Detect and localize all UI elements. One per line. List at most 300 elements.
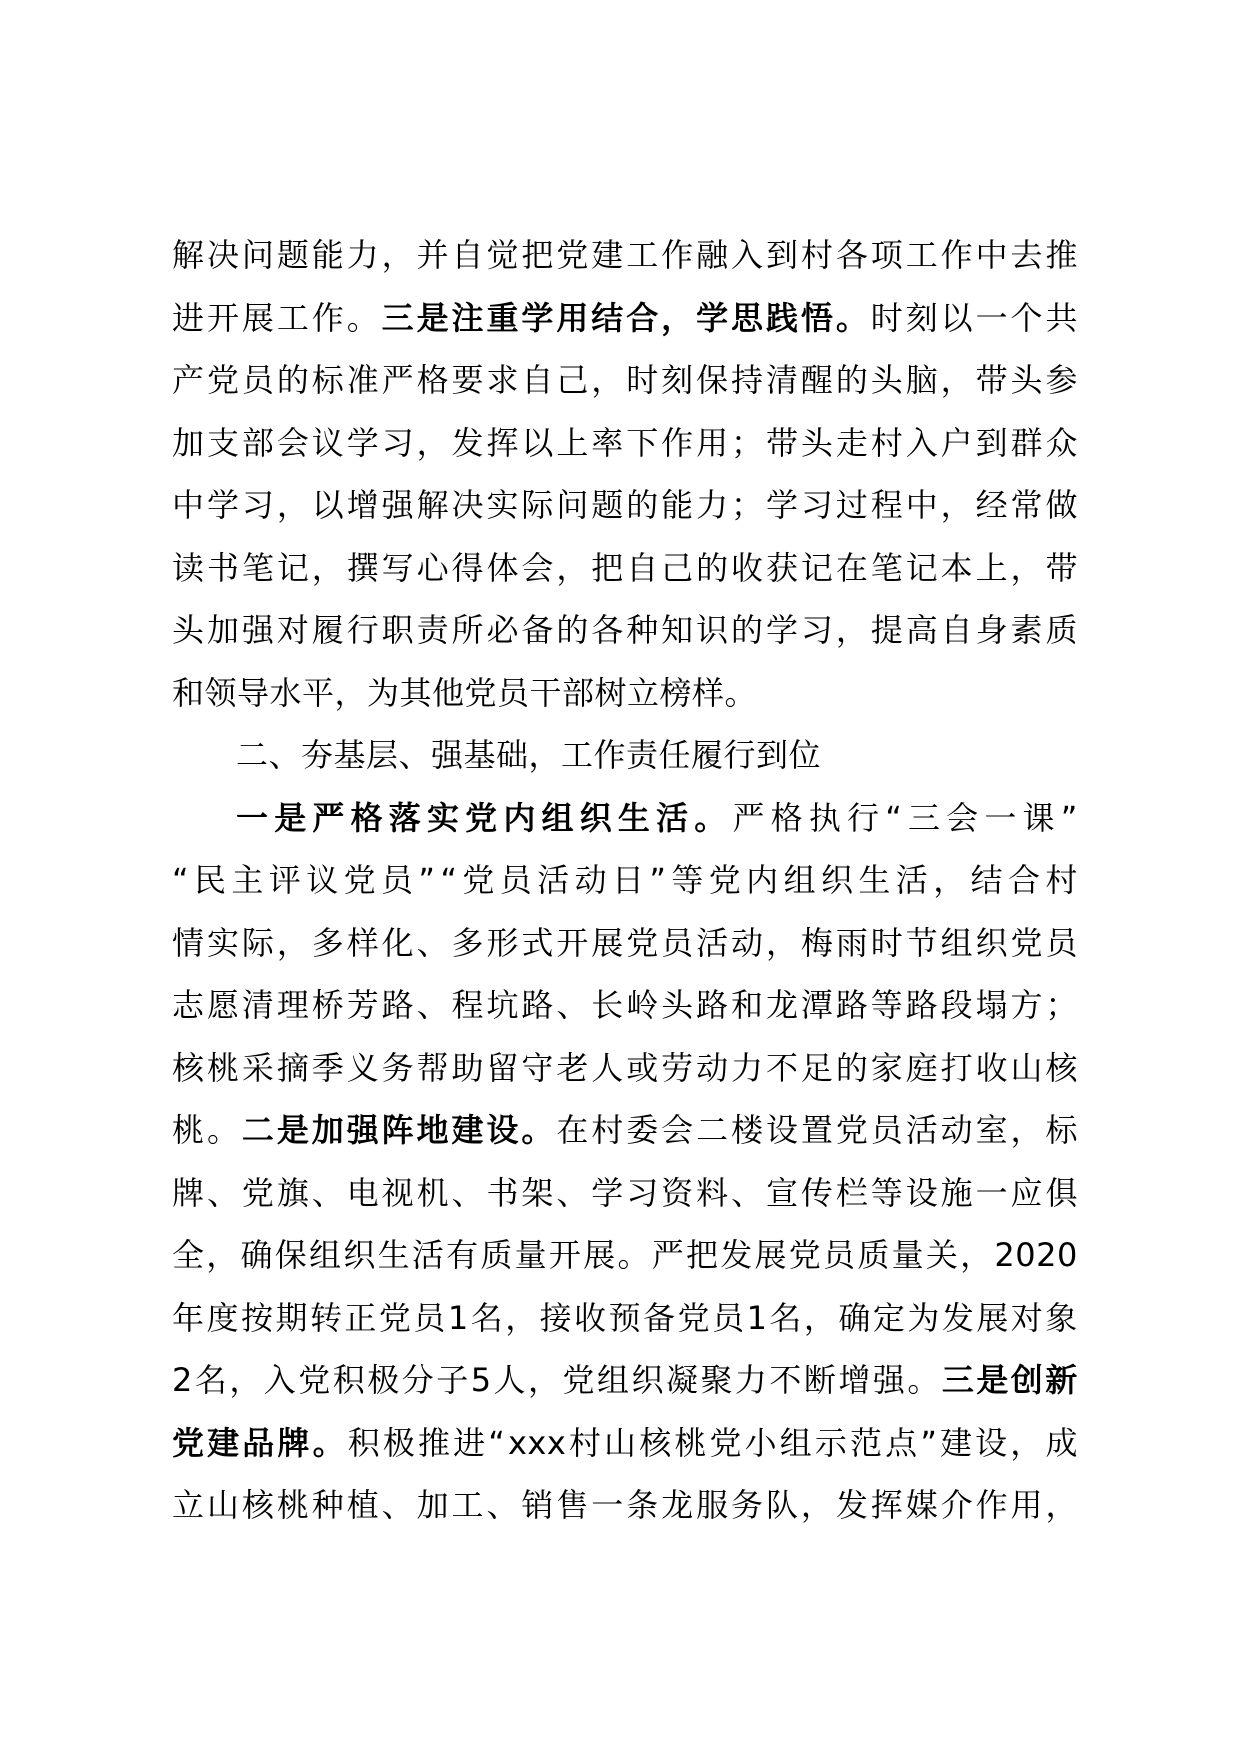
bold-text: 用 bbox=[556, 298, 589, 337]
text-char: 过 bbox=[835, 486, 869, 524]
text-char: 身 bbox=[975, 611, 1009, 649]
text-char: 情 bbox=[172, 923, 205, 962]
text-char: 中 bbox=[905, 486, 939, 524]
text-char: 学 bbox=[765, 611, 799, 649]
text-char: 置 bbox=[800, 1111, 834, 1149]
text-char: 标 bbox=[311, 361, 345, 399]
text-char: 质 bbox=[1045, 611, 1078, 649]
text-char: 立 bbox=[172, 1486, 205, 1524]
text-char: 题 bbox=[276, 236, 310, 274]
text-char: 格 bbox=[770, 798, 804, 837]
text-char: 核 bbox=[639, 1423, 672, 1462]
text-char: 脑 bbox=[905, 361, 939, 399]
bold-text: 。 bbox=[835, 298, 869, 337]
text-char: 助 bbox=[451, 1048, 485, 1087]
text-char: 习 bbox=[800, 611, 834, 649]
text-char: ， bbox=[765, 923, 799, 962]
text-char: 增 bbox=[346, 486, 380, 524]
text-char: 得 bbox=[451, 548, 485, 587]
text-char: 党 bbox=[378, 1298, 412, 1337]
text-char: 党 bbox=[788, 1236, 822, 1274]
text-char: 村 bbox=[1045, 861, 1078, 899]
text-char: 架 bbox=[521, 1173, 554, 1212]
bold-text: 活 bbox=[656, 798, 689, 837]
text-char: 实 bbox=[206, 923, 240, 962]
text-char: 加 bbox=[416, 1486, 450, 1524]
text-char: 按 bbox=[240, 1298, 274, 1337]
text-char: 履 bbox=[311, 611, 345, 649]
text-char: ， bbox=[528, 1361, 561, 1399]
text-char: 等 bbox=[671, 861, 704, 899]
text-char: 活 bbox=[895, 861, 929, 899]
text-char: 员 bbox=[499, 861, 533, 899]
text-char: 各 bbox=[591, 611, 624, 649]
text-char: 路 bbox=[381, 986, 415, 1024]
text-char: 上 bbox=[556, 423, 589, 462]
text-char: 对 bbox=[1010, 1298, 1044, 1337]
text-char: 自 bbox=[451, 236, 485, 274]
text-char: 展 bbox=[583, 1236, 616, 1274]
text-char: 一 bbox=[975, 298, 1009, 337]
text-char: 强 bbox=[241, 611, 275, 649]
text-char: 织 bbox=[343, 1236, 376, 1274]
text-char: 的 bbox=[556, 611, 589, 649]
bold-text: 三 bbox=[941, 1361, 975, 1399]
text-char: 并 bbox=[416, 236, 450, 274]
text-char: 。 bbox=[617, 1236, 650, 1274]
text-char: 群 bbox=[1010, 423, 1044, 462]
text-char: 共 bbox=[1045, 298, 1078, 337]
text-char: ， bbox=[505, 1298, 538, 1337]
text-char: 雨 bbox=[835, 923, 869, 962]
text-char: 桃 bbox=[172, 1111, 205, 1149]
text-char: 等 bbox=[870, 1173, 904, 1212]
bold-text: 阵 bbox=[381, 1111, 415, 1149]
text-line bbox=[172, 537, 1078, 600]
bold-text: 严 bbox=[312, 798, 345, 837]
text-char: 学 bbox=[591, 1173, 624, 1212]
text-char: 2020 bbox=[994, 1236, 1078, 1274]
text-char: 部 bbox=[241, 423, 275, 462]
text-char: ， bbox=[940, 361, 974, 399]
text-char: 上 bbox=[975, 548, 1009, 587]
text-char: 做 bbox=[1045, 486, 1078, 524]
text-char: 多 bbox=[311, 923, 345, 962]
text-char: 关 bbox=[925, 1236, 959, 1274]
text-char: 点 bbox=[885, 1423, 918, 1462]
text-char: 员 bbox=[241, 361, 275, 399]
text-char: 留 bbox=[486, 1048, 519, 1087]
text-char: 会 bbox=[661, 1111, 694, 1149]
text-char: 1 bbox=[447, 1298, 469, 1337]
text-line bbox=[172, 1349, 1078, 1412]
text-char: 员 bbox=[1045, 923, 1078, 962]
text-char: 展 bbox=[754, 1236, 788, 1274]
text-char: 的 bbox=[731, 611, 764, 649]
text-char: 严 bbox=[651, 1236, 685, 1274]
text-char: 样 bbox=[346, 923, 380, 962]
text-char: 打 bbox=[940, 1048, 974, 1087]
text-char: 进 bbox=[453, 1423, 486, 1462]
text-char: 自 bbox=[940, 611, 974, 649]
text-char: 和 bbox=[731, 986, 764, 1024]
text-char: ， bbox=[1010, 1111, 1044, 1149]
bold-text: 设 bbox=[486, 1111, 519, 1149]
text-char: 加 bbox=[172, 423, 205, 462]
text-char: 在 bbox=[556, 1111, 589, 1149]
text-char: 岭 bbox=[626, 986, 659, 1024]
bold-text: 是 bbox=[416, 298, 450, 337]
text-char: ” bbox=[418, 861, 436, 899]
text-char: ， bbox=[1010, 1423, 1043, 1462]
text-char: 走 bbox=[835, 423, 869, 462]
text-char: 把 bbox=[521, 236, 554, 274]
text-char: ， bbox=[800, 1486, 834, 1524]
text-char: 解 bbox=[172, 236, 205, 274]
text-char: 2 bbox=[172, 1361, 193, 1399]
text-char: 动 bbox=[574, 861, 608, 899]
text-char: 、 bbox=[206, 1173, 240, 1212]
text-char: 持 bbox=[731, 361, 764, 399]
text-char: 个 bbox=[1010, 298, 1044, 337]
text-char: 党 bbox=[835, 1111, 869, 1149]
text-char: 习 bbox=[241, 486, 275, 524]
text-char: 资 bbox=[661, 1173, 694, 1212]
text-char: 织 bbox=[975, 923, 1009, 962]
text-char: 有 bbox=[446, 1236, 479, 1274]
text-char: 党 bbox=[206, 361, 240, 399]
text-char: 职 bbox=[381, 611, 415, 649]
text-char: ， bbox=[556, 548, 589, 587]
text-char: 帮 bbox=[416, 1048, 450, 1087]
text-char: 确 bbox=[838, 1298, 871, 1337]
text-char: 售 bbox=[556, 1486, 589, 1524]
text-char: 党 bbox=[556, 236, 589, 274]
text-char: 心 bbox=[416, 548, 450, 587]
text-char: 庭 bbox=[905, 1048, 939, 1087]
text-char: 作 bbox=[975, 1486, 1009, 1524]
text-char: ； bbox=[731, 423, 764, 462]
text-char: 展 bbox=[241, 298, 275, 337]
text-char: 媒 bbox=[905, 1486, 939, 1524]
text-char: 头 bbox=[870, 361, 904, 399]
text-char: 推 bbox=[417, 1423, 451, 1462]
bold-text: 。 bbox=[312, 1423, 346, 1462]
text-char: 队 bbox=[765, 1486, 799, 1524]
text-char: 、 bbox=[416, 986, 450, 1024]
text-char: “ bbox=[885, 798, 903, 837]
text-char: 料 bbox=[696, 1173, 729, 1212]
text-char: 的 bbox=[696, 548, 729, 587]
text-char: 家 bbox=[870, 1048, 904, 1087]
text-char: 人 bbox=[591, 1048, 624, 1087]
text-char: 采 bbox=[241, 1048, 275, 1087]
text-char: 行 bbox=[847, 798, 880, 837]
text-char: 种 bbox=[626, 611, 659, 649]
bold-text: 学 bbox=[521, 298, 554, 337]
text-char: 动 bbox=[696, 1048, 729, 1087]
text-char: 多 bbox=[451, 923, 485, 962]
text-char: 小 bbox=[744, 1423, 778, 1462]
text-char: 工 bbox=[626, 236, 659, 274]
text-char: 栏 bbox=[835, 1173, 869, 1212]
text-char: 问 bbox=[556, 486, 589, 524]
text-char: 党 bbox=[677, 1298, 711, 1337]
text-char: “ bbox=[488, 1423, 506, 1462]
text-char: 头 bbox=[1010, 361, 1044, 399]
text-char: 委 bbox=[626, 1111, 659, 1149]
text-char: 议 bbox=[311, 423, 345, 462]
text-char: 参 bbox=[1045, 361, 1078, 399]
text-char: 带 bbox=[1045, 548, 1078, 587]
text-char: 务 bbox=[731, 1486, 764, 1524]
text-char: 员 bbox=[413, 1298, 446, 1337]
text-char: 决 bbox=[206, 236, 240, 274]
text-char: 的 bbox=[276, 361, 310, 399]
text-char: 强 bbox=[872, 1361, 906, 1399]
text-char: 以 bbox=[521, 423, 554, 462]
text-char: 设 bbox=[765, 1111, 799, 1149]
text-char: 力 bbox=[696, 486, 729, 524]
text-char: 、 bbox=[311, 1173, 345, 1212]
text-char: 形 bbox=[486, 923, 519, 962]
text-char: 工 bbox=[276, 298, 310, 337]
text-char: 获 bbox=[765, 548, 799, 587]
text-char: 摘 bbox=[276, 1048, 310, 1087]
text-char: 务 bbox=[381, 1048, 415, 1087]
bold-text: 注 bbox=[451, 298, 485, 337]
text-char: 清 bbox=[241, 986, 275, 1024]
text-char: 一 bbox=[975, 1173, 1009, 1212]
text-line bbox=[172, 599, 1078, 662]
text-line bbox=[172, 1412, 1078, 1475]
text-char: 笔 bbox=[241, 548, 275, 587]
text-char: 俱 bbox=[1045, 1173, 1078, 1212]
text-char: 村 bbox=[591, 1111, 624, 1149]
text-char: 5 bbox=[470, 1361, 492, 1399]
text-char: ； bbox=[731, 486, 764, 524]
text-line bbox=[172, 1287, 1078, 1350]
text-char: 强 bbox=[381, 486, 415, 524]
text-char: 会 bbox=[946, 798, 979, 837]
text-char: 收 bbox=[731, 548, 764, 587]
bold-text: 践 bbox=[765, 298, 799, 337]
text-char: 党 bbox=[241, 1173, 275, 1212]
bold-text: 创 bbox=[1010, 1361, 1044, 1399]
text-char: 党 bbox=[708, 861, 742, 899]
text-char: 活 bbox=[696, 923, 729, 962]
text-char: 素 bbox=[1010, 611, 1044, 649]
section-heading bbox=[172, 724, 1078, 787]
text-char: 、 bbox=[451, 1173, 485, 1212]
text-char: 时 bbox=[626, 361, 659, 399]
text-char: 预 bbox=[608, 1298, 642, 1337]
text-char: 化 bbox=[381, 923, 415, 962]
text-char: 笔 bbox=[870, 548, 904, 587]
text-char: 际 bbox=[521, 486, 554, 524]
text-char: 等 bbox=[870, 986, 904, 1024]
text-char: 常 bbox=[1010, 486, 1044, 524]
text-char: 习 bbox=[381, 423, 415, 462]
text-char: 开 bbox=[548, 1236, 582, 1274]
text-char: 己 bbox=[661, 548, 694, 587]
text-char: 核 bbox=[172, 1048, 205, 1087]
bold-text: 内 bbox=[503, 798, 536, 837]
text-char: 施 bbox=[940, 1173, 974, 1212]
text-char: 到 bbox=[975, 423, 1009, 462]
text-char: 书 bbox=[486, 1173, 519, 1212]
text-char: 求 bbox=[486, 361, 519, 399]
text-char: ， bbox=[416, 423, 450, 462]
text-char: 生 bbox=[377, 1236, 411, 1274]
text-char: 在 bbox=[835, 548, 869, 587]
text-line bbox=[172, 349, 1078, 412]
bold-text: 党 bbox=[465, 798, 498, 837]
text-char: 梅 bbox=[800, 923, 834, 962]
text-char: 名 bbox=[194, 1361, 228, 1399]
text-char: 严 bbox=[732, 798, 765, 837]
text-char: ， bbox=[1010, 548, 1044, 587]
text-char: 节 bbox=[905, 923, 939, 962]
text-char: 觉 bbox=[486, 236, 519, 274]
text-char: 识 bbox=[696, 611, 729, 649]
text-char: 销 bbox=[521, 1486, 554, 1524]
text-line bbox=[172, 412, 1078, 475]
text-char: 宣 bbox=[765, 1173, 799, 1212]
text-char: 刻 bbox=[661, 361, 694, 399]
text-char: 接 bbox=[539, 1298, 573, 1337]
text-char: 核 bbox=[241, 1486, 275, 1524]
text-char: 项 bbox=[870, 236, 904, 274]
text-char: ， bbox=[803, 1298, 837, 1337]
text-char: ， bbox=[206, 1236, 239, 1274]
text-char: 段 bbox=[940, 986, 974, 1024]
text-char: 式 bbox=[521, 923, 554, 962]
text-char: 力 bbox=[346, 236, 380, 274]
document-body bbox=[172, 224, 1078, 1537]
text-char: 老 bbox=[556, 1048, 589, 1087]
text-char: 种 bbox=[311, 1486, 345, 1524]
text-char: 课 bbox=[1022, 798, 1056, 837]
text-char: 组 bbox=[940, 923, 974, 962]
text-char: 把 bbox=[685, 1236, 719, 1274]
text-char: 的 bbox=[835, 1048, 869, 1087]
text-line bbox=[172, 974, 1078, 1037]
text-char: 的 bbox=[626, 486, 659, 524]
text-char: ， bbox=[381, 236, 415, 274]
bold-text: 织 bbox=[579, 798, 613, 837]
text-char: 记 bbox=[276, 548, 310, 587]
text-char: 保 bbox=[696, 361, 729, 399]
text-char: 能 bbox=[311, 236, 345, 274]
text-char: 带 bbox=[975, 361, 1009, 399]
text-char: 责 bbox=[416, 611, 450, 649]
text-char: 设 bbox=[905, 1173, 939, 1212]
bold-text: 思 bbox=[731, 298, 764, 337]
text-char: 产 bbox=[172, 361, 205, 399]
text-char: 桃 bbox=[206, 1048, 240, 1087]
text-char: ， bbox=[276, 923, 310, 962]
text-char: 建 bbox=[940, 1423, 973, 1462]
text-char: 。 bbox=[346, 298, 380, 337]
bold-text: 学 bbox=[696, 298, 729, 337]
bold-text: 加 bbox=[311, 1111, 345, 1149]
text-char: 成 bbox=[1045, 1423, 1078, 1462]
text-char: 习 bbox=[800, 486, 834, 524]
text-char: 正 bbox=[344, 1298, 377, 1337]
text-char: 民 bbox=[193, 861, 227, 899]
bold-text: 建 bbox=[207, 1423, 240, 1462]
text-char: 增 bbox=[838, 1361, 871, 1399]
text-char: 组 bbox=[783, 861, 817, 899]
text-char: 严 bbox=[381, 361, 415, 399]
text-char: 桃 bbox=[674, 1423, 707, 1462]
text-char: 力 bbox=[731, 1048, 764, 1087]
text-char: 作 bbox=[940, 236, 974, 274]
text-char: 人 bbox=[493, 1361, 527, 1399]
text-char: 量 bbox=[891, 1236, 925, 1274]
text-char: 活 bbox=[537, 861, 570, 899]
text-char: 必 bbox=[486, 611, 519, 649]
text-char: 长 bbox=[591, 986, 624, 1024]
text-char: 经 bbox=[975, 486, 1009, 524]
text-char: 清 bbox=[765, 361, 799, 399]
bold-text: 落 bbox=[388, 798, 422, 837]
text-char: 员 bbox=[661, 923, 694, 962]
text-char: 断 bbox=[803, 1361, 837, 1399]
bold-text: 强 bbox=[346, 1111, 380, 1149]
text-char: 议 bbox=[306, 861, 339, 899]
text-char: 建 bbox=[591, 236, 624, 274]
text-char: 传 bbox=[800, 1173, 834, 1212]
text-char: 记 bbox=[800, 548, 834, 587]
text-char: 开 bbox=[556, 923, 589, 962]
text-char: 员 bbox=[381, 861, 414, 899]
text-char: 确 bbox=[240, 1236, 274, 1274]
text-char: 一 bbox=[591, 1486, 624, 1524]
text-char: 所 bbox=[451, 611, 485, 649]
text-char: 学 bbox=[765, 486, 799, 524]
text-char: 芳 bbox=[346, 986, 380, 1024]
text-char: 定 bbox=[872, 1298, 906, 1337]
text-line bbox=[172, 662, 1078, 725]
text-char: 户 bbox=[940, 423, 974, 462]
text-char: 以 bbox=[311, 486, 345, 524]
text-char: 象 bbox=[1045, 1298, 1078, 1337]
text-char: 程 bbox=[451, 986, 485, 1024]
text-char: 加 bbox=[206, 611, 240, 649]
text-char: 以 bbox=[940, 298, 974, 337]
text-char: 用 bbox=[696, 423, 729, 462]
text-char: 内 bbox=[746, 861, 779, 899]
text-char: 学 bbox=[206, 486, 240, 524]
text-char: 、 bbox=[381, 1486, 415, 1524]
text-char: 积 bbox=[347, 1423, 381, 1462]
text-char: ” bbox=[649, 861, 667, 899]
text-char: 问 bbox=[241, 236, 275, 274]
text-char: 解 bbox=[416, 486, 450, 524]
text-char: 员 bbox=[870, 1111, 904, 1149]
text-char: “ bbox=[440, 861, 458, 899]
text-char: 聚 bbox=[700, 1361, 733, 1399]
text-char: 介 bbox=[940, 1486, 974, 1524]
text-char: 应 bbox=[1010, 1173, 1044, 1212]
text-char: ” bbox=[920, 1423, 938, 1462]
text-char: 头 bbox=[172, 611, 205, 649]
text-char: 融 bbox=[696, 236, 729, 274]
bold-text: 悟 bbox=[800, 298, 834, 337]
text-char: 名 bbox=[470, 1298, 504, 1337]
